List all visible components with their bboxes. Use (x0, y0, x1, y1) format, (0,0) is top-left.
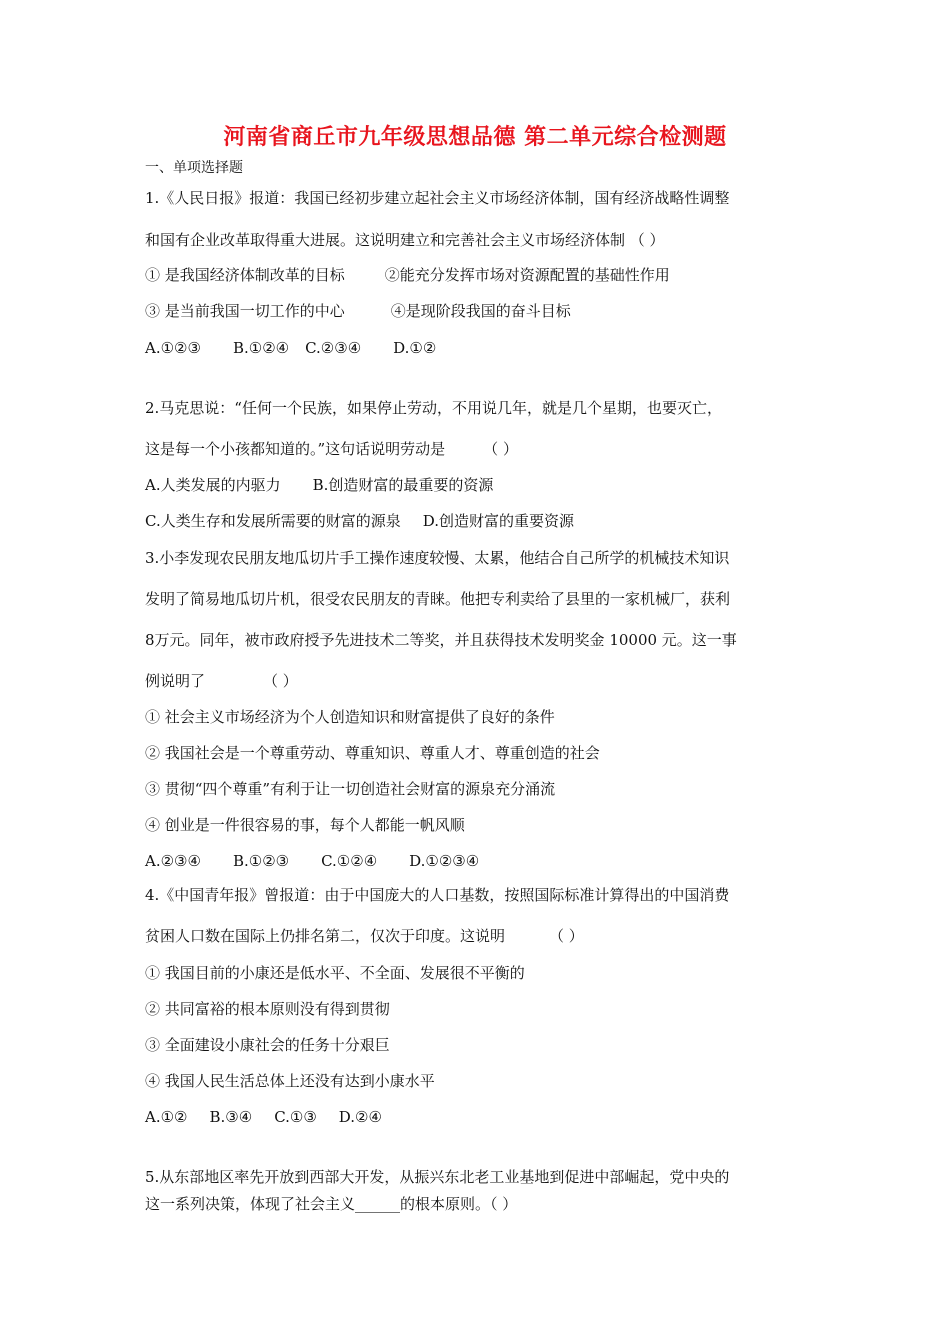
q3-choice-c: C.①②④ (321, 852, 378, 870)
q3-option-4: ④ 创业是一件很容易的事，每个人都能一帆风顺 (145, 816, 465, 834)
page-title: 河南省商丘市九年级思想品德 第二单元综合检测题 (223, 124, 727, 150)
q2-choice-c: C.人类生存和发展所需要的财富的源泉 (145, 512, 401, 530)
q1-choices (145, 338, 436, 358)
q4-choice-c: C.①③ (274, 1108, 317, 1126)
q1-option-4: ④是现阶段我国的奋斗目标 (390, 302, 571, 320)
q3-stem-line-1: 3.小李发现农民朋友地瓜切片手工操作速度较慢、太累，他结合自己所学的机械技术知识 (145, 549, 730, 567)
q3-choices (145, 851, 479, 871)
q2-choice-a: A.人类发展的内驱力 (145, 476, 281, 494)
q2-answer-paren: （ ） (483, 440, 518, 458)
q1-stem-line-1: 1.《人民日报》报道：我国已经初步建立起社会主义市场经济体制，国有经济战略性调整 (145, 189, 730, 207)
q3-option-1: ① 社会主义市场经济为个人创造知识和财富提供了良好的条件 (145, 708, 555, 726)
q4-stem-line-2 (145, 926, 584, 946)
q4-stem-line-1: 4.《中国青年报》曾报道：由于中国庞大的人口基数，按照国际标准计算得出的中国消费 (145, 886, 730, 904)
q2-stem-line-2 (145, 439, 518, 459)
q4-answer-paren: （ ） (549, 927, 584, 945)
q4-stem-text: 贫困人口数在国际上仍排名第二，仅次于印度。这说明 (145, 927, 506, 945)
q3-stem-line-3: 8万元。同年，被市政府授予先进技术二等奖，并且获得技术发明奖金 10000 元。这一事 (145, 631, 737, 649)
q2-stem-text: 这是每一个小孩都知道的。”这句话说明劳动是 (145, 440, 446, 458)
section-heading: 一、单项选择题 (145, 160, 243, 176)
q2-choice-b: B.创造财富的最重要的资源 (312, 476, 494, 494)
q4-choice-d: D.②④ (338, 1108, 382, 1126)
q1-option-3: ③ 是当前我国一切工作的中心 (145, 302, 345, 320)
q3-stem-line-4 (145, 671, 298, 691)
q1-choice-a: A.①②③ (145, 339, 201, 357)
q2-choice-d: D.创造财富的重要资源 (422, 512, 574, 530)
q4-option-1: ① 我国目前的小康还是低水平、不全面、发展很不平衡的 (145, 964, 525, 982)
q1-option-row-2 (145, 301, 571, 321)
q3-choice-d: D.①②③④ (409, 852, 480, 870)
q1-choice-c: C.②③④ (305, 339, 362, 357)
q2-choices-row-1 (145, 475, 493, 495)
q4-choice-a: A.①② (145, 1108, 188, 1126)
q3-choice-a: A.②③④ (145, 852, 201, 870)
q4-option-4: ④ 我国人民生活总体上还没有达到小康水平 (145, 1072, 435, 1090)
q3-option-2: ② 我国社会是一个尊重劳动、尊重知识、尊重人才、尊重创造的社会 (145, 744, 600, 762)
q1-option-row-1 (145, 265, 670, 285)
q3-choice-b: B.①②③ (232, 852, 290, 870)
q4-option-2: ② 共同富裕的根本原则没有得到贯彻 (145, 1000, 390, 1018)
q5-stem-line-2: 这一系列决策，体现了社会主义______的根本原则。（ ） (145, 1195, 518, 1213)
q1-stem-line-2: 和国有企业改革取得重大进展。这说明建立和完善社会主义市场经济体制 （ ） (145, 231, 665, 249)
q1-option-1: ① 是我国经济体制改革的目标 (145, 266, 345, 284)
q5-stem-line-1: 5.从东部地区率先开放到西部大开发，从振兴东北老工业基地到促进中部崛起，党中央的 (145, 1168, 730, 1186)
q4-choices (145, 1107, 382, 1127)
q4-option-3: ③ 全面建设小康社会的任务十分艰巨 (145, 1036, 390, 1054)
q1-choice-b: B.①②④ (232, 339, 290, 357)
q3-stem-text: 例说明了 (145, 672, 206, 690)
q3-answer-paren: （ ） (263, 672, 298, 690)
q2-choices-row-2 (145, 511, 574, 531)
q3-stem-line-2: 发明了简易地瓜切片机，很受农民朋友的青睐。他把专利卖给了县里的一家机械厂，获利 (145, 590, 731, 608)
q1-choice-d: D.①② (393, 339, 437, 357)
q1-option-2: ②能充分发挥市场对资源配置的基础性作用 (384, 266, 670, 284)
q2-stem-line-1: 2.马克思说：“任何一个民族，如果停止劳动，不用说几年，就是几个星期，也要灭亡， (145, 399, 722, 417)
q3-option-3: ③ 贯彻“四个尊重”有利于让一切创造社会财富的源泉充分涌流 (145, 780, 556, 798)
q4-choice-b: B.③④ (209, 1108, 253, 1126)
